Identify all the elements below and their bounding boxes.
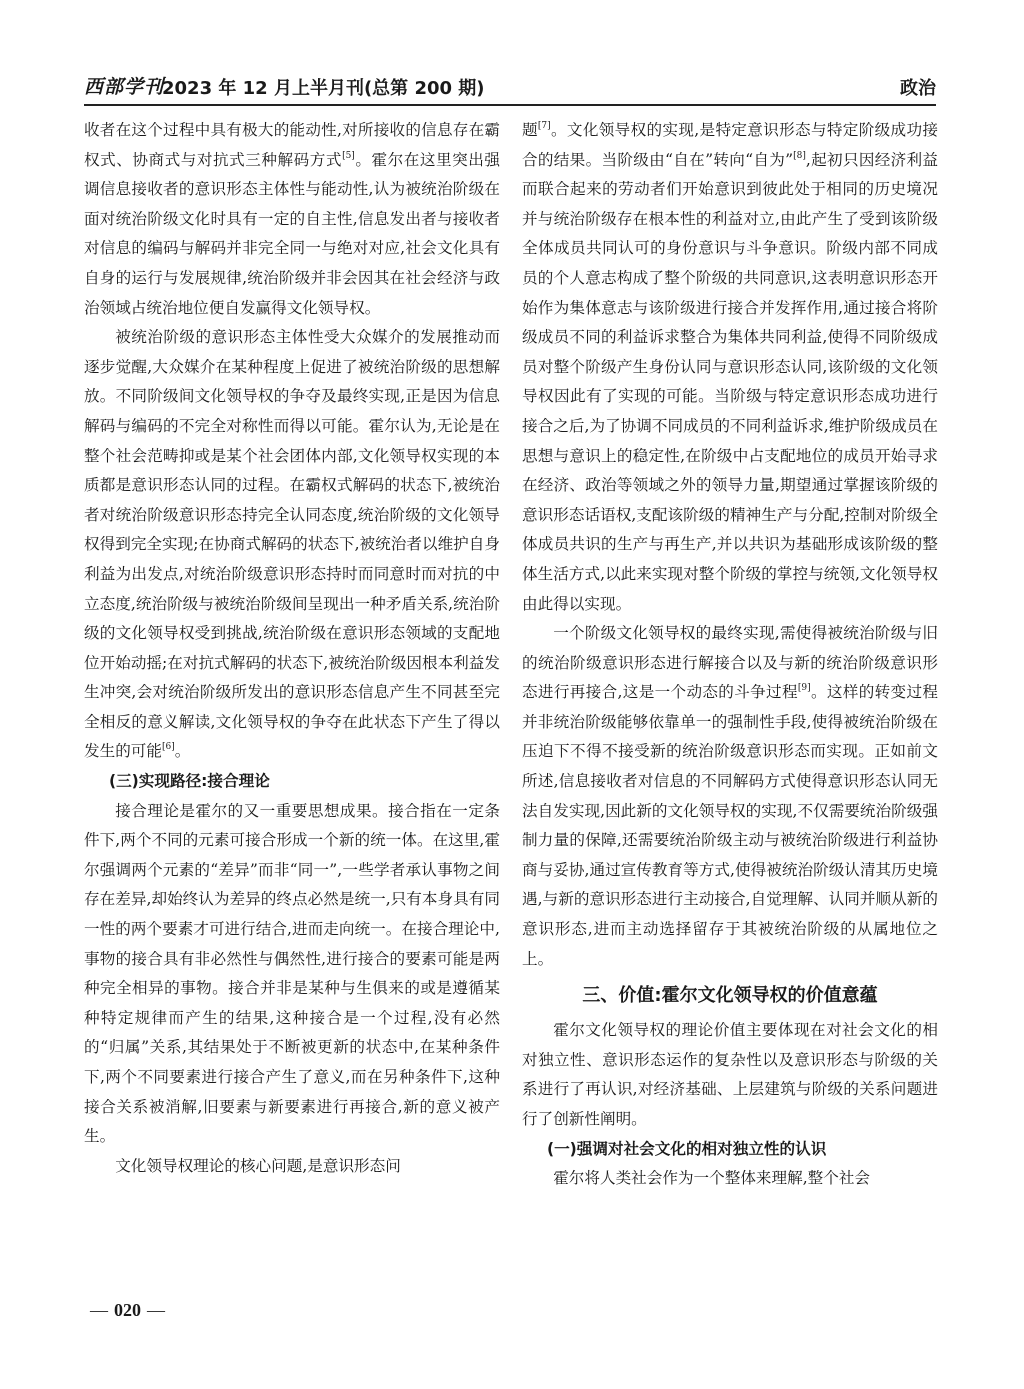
citation: [9] (797, 683, 811, 694)
section-heading: 三、价值:霍尔文化领导权的价值意蕴 (582, 985, 878, 1007)
page-footer (84, 1300, 171, 1321)
left-column (84, 116, 500, 1316)
paragraph: 题[7]。文化领导权的实现,是特定意识形态与特定阶级成功接合的结果。当阶级由“自在”转向“自为”[8],起初只因经济利益而联合起来的劳动者们开始意识到彼此处于相同的历史境况并与统治阶级存在根本性的利益对立,由此产生了受到该阶级全体成员共同认可的身份意识与斗争意识。阶级内部不同成员的个人意志构成了整个阶级的共同意识,这表明意识形态开始作为集体意志与该阶级进行接合并发挥作用,通过接合将阶级成员不同的利益诉求整合为集体共同利益,使得不同阶级成员对整个阶级产生身份认同与意识形态认同,该阶级的文化领导权因此有了实现的可能。当阶级与特定意识形态成功进行接合之后,为了协调不同成员的不同利益诉求,维护阶级成员在思想与意识上的稳定性,在阶级中占支配地位的成员开始寻求在经济、政治等领域之外的领导力量,期望通过掌握该阶级的意识形态话语权,支配该阶级的精神生产与分配,控制对阶级全体成员共识的生产与再生产,并以共识为基础形成该阶级的整体生活方式,以此来实现对整个阶级的掌控与统领,文化领导权由此得以实现。 (522, 121, 938, 613)
paragraph: 霍尔文化领导权的理论价值主要体现在对社会文化的相对独立性、意识形态运作的复杂性以及意识形态与阶级的关系进行了再认识,对经济基础、上层建筑与阶级的关系问题进行了创新性阐明。 (522, 1021, 938, 1128)
paragraph: 被统治阶级的意识形态主体性受大众媒介的发展推动而逐步觉醒,大众媒介在某种程度上促进了被统治阶级的思想解放。不同阶级间文化领导权的争夺及最终实现,正是因为信息解码与编码的不完全对称性而得以可能。霍尔认为,无论是在整个社会范畴抑或是某个社会团体内部,文化领导权实现的本质都是意识形态认同的过程。在霸权式解码的状态下,被统治者对统治阶级意识形态持完全认同态度,统治阶级的文化领导权得到完全实现;在协商式解码的状态下,被统治者以维护自身利益为出发点,对统治阶级意识形态持时而同意时而对抗的中立态度,统治阶级与被统治阶级间呈现出一种矛盾关系,统治阶级的文化领导权受到挑战,统治阶级在意识形态领域的支配地位开始动摇;在对抗式解码的状态下,被统治阶级因根本利益发生冲突,会对统治阶级所发出的意识形态信息产生不同甚至完全相反的意义解读,文化领导权的争夺在此状态下产生了得以发生的可能[6]。 (84, 328, 500, 761)
citation: [5] (342, 150, 355, 161)
citation: [7] (537, 121, 551, 131)
footer-dash-left: — (90, 1300, 108, 1320)
paragraph: 收者在这个过程中具有极大的能动性,对所接收的信息存在霸权式、协商式与对抗式三种解码方式[5]。霍尔在这里突出强调信息接收者的意识形态主体性与能动性,认为被统治阶级在面对统治阶级文化时具有一定的自主性,信息发出者与接收者对信息的编码与解码并非完全同一与绝对对应,社会文化具有自身的运行与发展规律,统治阶级并非会因其在社会经济与政治领域占统治地位便自发赢得文化领导权。 (84, 121, 500, 317)
page-number: 020 (114, 1300, 141, 1320)
paragraph: 接合理论是霍尔的又一重要思想成果。接合指在一定条件下,两个不同的元素可接合形成一个新的统一体。在这里,霍尔强调两个元素的“差异”而非“同一”,一些学者承认事物之间存在差异,却始终认为差异的终点必然是统一,只有本身具有同一性的两个要素才可进行结合,进而走向统一。在接合理论中,事物的接合具有非必然性与偶然性,进行接合的要素可能是两种完全相异的事物。接合并非是某种与生俱来的或是遵循某种特定规律而产生的结果,这种接合是一个过程,没有必然的“归属”关系,其结果处于不断被更新的状态中,在某种条件下,两个不同要素进行接合产生了意义,而在另种条件下,这种接合关系被消解,旧要素与新要素进行再接合,新的意义被产生。 (84, 801, 500, 1146)
journal-name: 西部学刊 (84, 77, 165, 98)
citation: [6] (161, 742, 175, 753)
subsection-heading: (三)实现路径:接合理论 (108, 772, 270, 791)
paragraph: 文化领导权理论的核心问题,是意识形态问 (115, 1156, 401, 1175)
paragraph: 一个阶级文化领导权的最终实现,需使得被统治阶级与旧的统治阶级意识形态进行解接合以及与新的统治阶级意识形态进行再接合,这是一个动态的斗争过程[9]。这样的转变过程并非统治阶级能够依靠单一的强制性手段,使得被统治阶级在压迫下不得不接受新的统治阶级意识形态而实现。正如前文所述,信息接收者对信息的不同解码方式使得意识形态认同无法自发实现,因此新的文化领导权的实现,不仅需要统治阶级强制力量的保障,还需要统治阶级主动与被统治阶级进行利益协商与妥协,通过宣传教育等方式,使得被统治阶级认清其历史境遇,与新的意识形态进行主动接合,自觉理解、认同并顺从新的意识形态,进而主动选择留存于其被统治阶级的从属地位之上。 (522, 624, 938, 968)
citation: [8] (793, 150, 806, 161)
right-column (522, 116, 938, 1316)
section-label: 政治 (900, 78, 936, 99)
footer-dash-right: — (147, 1300, 165, 1320)
subsection-heading: (一)强调对社会文化的相对独立性的认识 (546, 1139, 827, 1158)
running-header (84, 68, 936, 106)
paragraph: 霍尔将人类社会作为一个整体来理解,整个社会 (553, 1169, 871, 1188)
issue-info: 2023 年 12 月上半月刊(总第 200 期) (162, 78, 485, 99)
